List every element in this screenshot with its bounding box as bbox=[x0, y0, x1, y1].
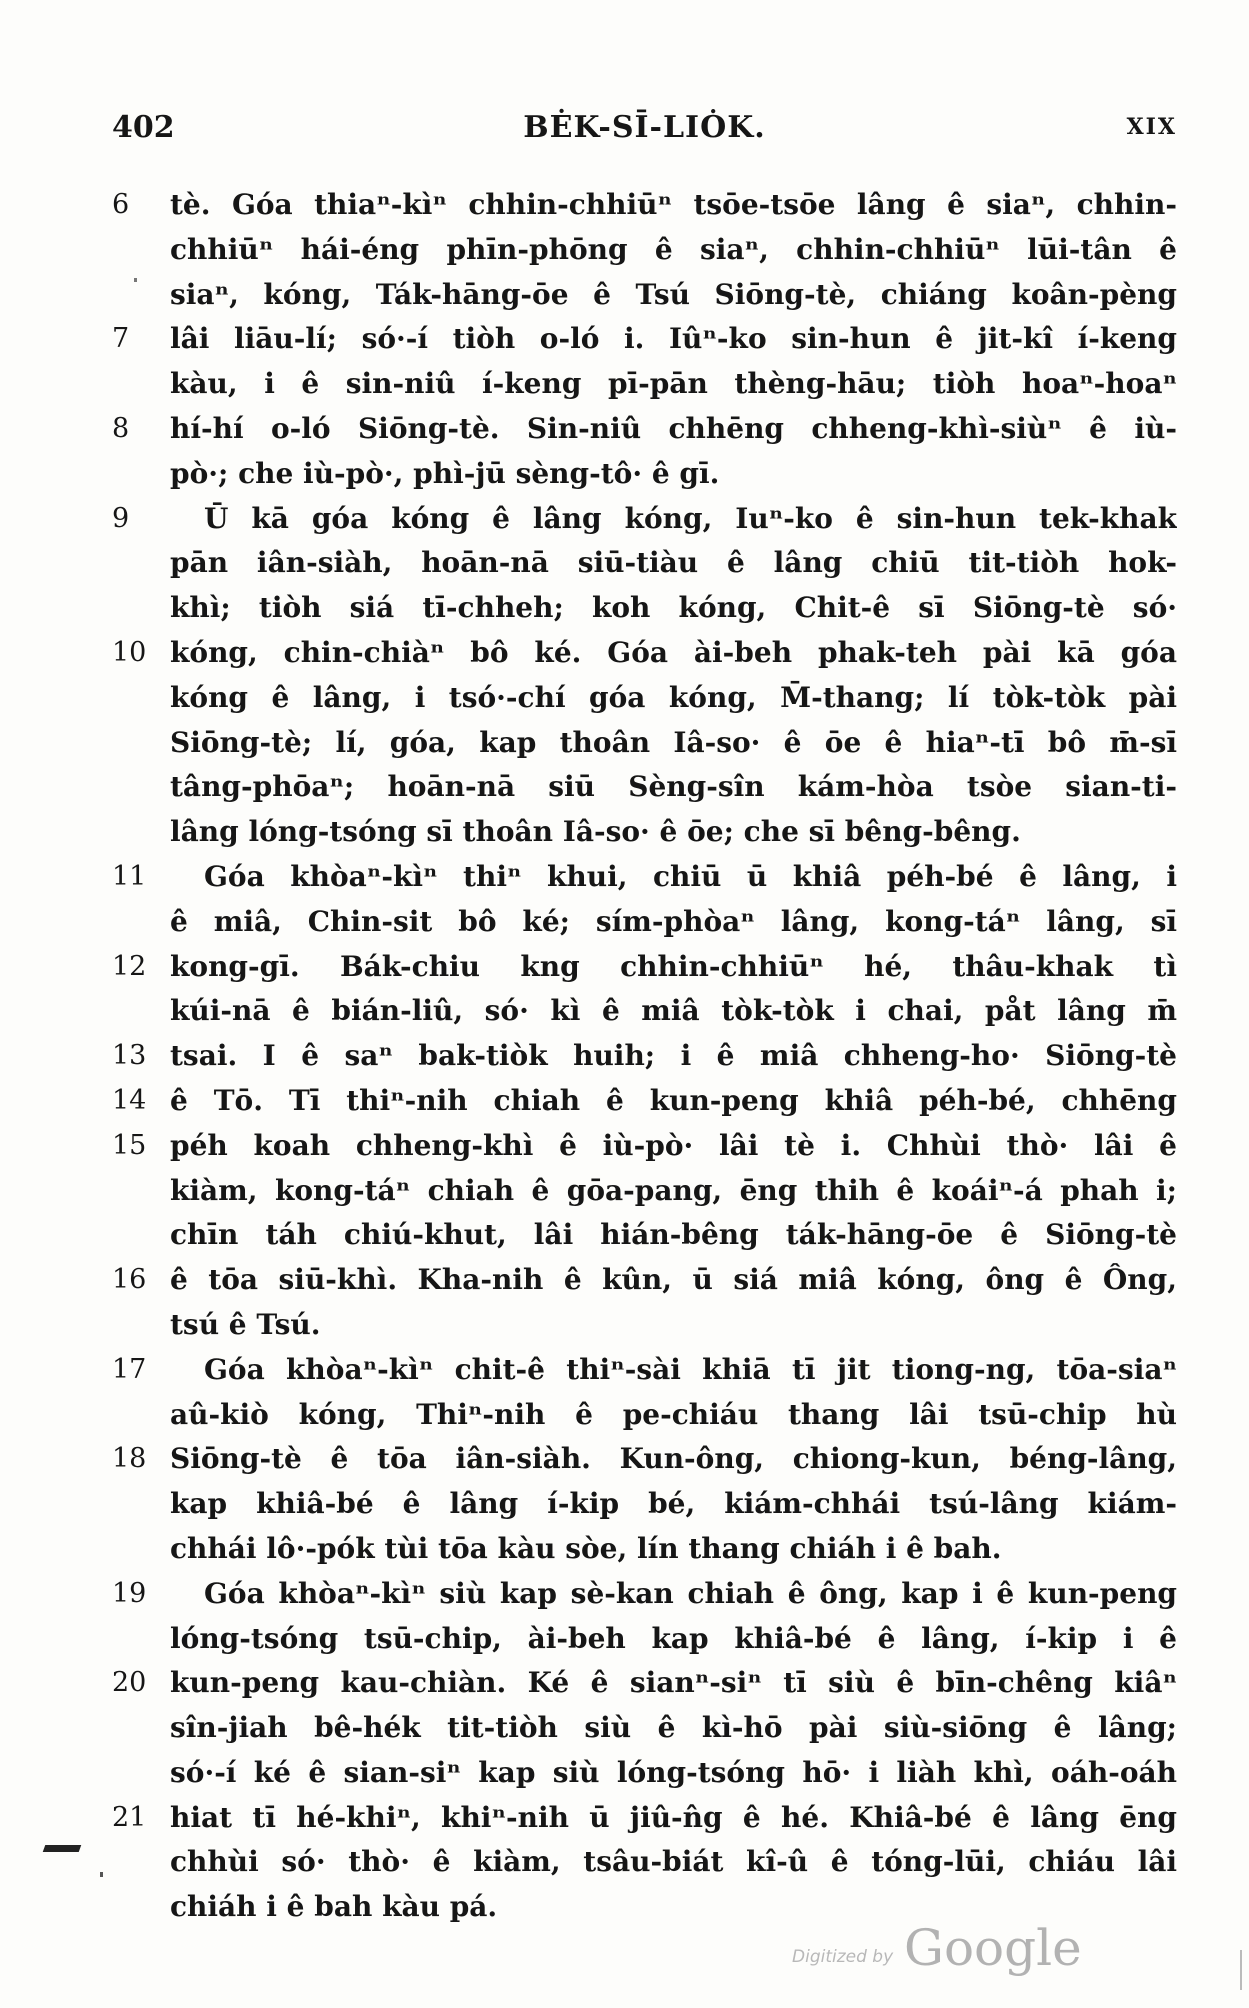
watermark-small: Digitized by bbox=[792, 1947, 894, 1967]
text-line bbox=[112, 1393, 1177, 1438]
text-line bbox=[112, 1169, 1177, 1214]
verse-number: 13 bbox=[112, 1040, 147, 1072]
text-line bbox=[112, 1661, 1177, 1706]
line-text: tâng-phōaⁿ; hoān-nā siū Sèng-sîn kám-hòa tsòe sian-ti- bbox=[170, 770, 1177, 804]
text-line bbox=[112, 497, 1177, 542]
line-text: sîn-jiah bê-hék tit-tiòh siù ê kì-hō pài siù-siōng ê lâng; bbox=[170, 1711, 1177, 1745]
line-text: lâi liāu-lí; só·-í tiòh o-ló i. Iûⁿ-ko sin-hun ê jit-kî í-keng bbox=[170, 322, 1177, 356]
text-line bbox=[112, 1303, 1177, 1348]
speck bbox=[134, 278, 137, 282]
verse-number: 21 bbox=[112, 1801, 147, 1833]
line-text: ê Tō. Tī thiⁿ-nih chiah ê kun-peng khiâ péh-bé, chhēng bbox=[170, 1083, 1177, 1117]
line-text: kap khiâ-bé ê lâng í-kip bé, kiám-chhái tsú-lâng kiám- bbox=[170, 1487, 1177, 1521]
line-text: Góa khòaⁿ-kìⁿ siù kap sè-kan chiah ê ông, kap i ê kun-peng bbox=[204, 1576, 1177, 1610]
line-text: Ū kā góa kóng ê lâng kóng, Iuⁿ-ko ê sin-hun tek-khak bbox=[204, 501, 1177, 535]
text-line bbox=[112, 945, 1177, 990]
line-text: lâng lóng-tsóng sī thoân Iâ-so· ê ōe; che sī bêng-bêng. bbox=[170, 815, 1021, 849]
digitized-watermark bbox=[792, 1919, 1082, 1983]
verse-number: 15 bbox=[112, 1129, 147, 1161]
text-line bbox=[112, 1617, 1177, 1662]
line-text: pò·; che iù-pò·, phì-jū sèng-tô· ê gī. bbox=[170, 456, 720, 490]
speck bbox=[100, 1872, 103, 1877]
line-text: tsai. I ê saⁿ bak-tiòk huih; i ê miâ chheng-ho· Siōng-tè bbox=[170, 1039, 1177, 1073]
line-text: lóng-tsóng tsū-chip, ài-beh kap khiâ-bé ê lâng, í-kip i ê bbox=[170, 1621, 1177, 1655]
line-text: khì; tiòh siá tī-chheh; koh kóng, Chit-ê sī Siōng-tè só· bbox=[170, 591, 1177, 625]
verse-number: 6 bbox=[112, 189, 130, 220]
text-line bbox=[112, 317, 1177, 362]
line-text: kiàm, kong-táⁿ chiah ê gōa-pang, ēng thih ê koáiⁿ-á phah i; bbox=[170, 1173, 1177, 1207]
margin-mark bbox=[43, 1845, 82, 1852]
text-line bbox=[112, 1258, 1177, 1303]
line-text: ê miâ, Chin-sit bô ké; sím-phòaⁿ lâng, kong-táⁿ lâng, sī bbox=[170, 904, 1177, 938]
line-text: kong-gī. Bák-chiu kng chhin-chhiūⁿ hé, thâu-khak tì bbox=[170, 949, 1177, 983]
verse-number: 17 bbox=[112, 1353, 147, 1385]
verse-number: 19 bbox=[112, 1577, 147, 1609]
text-line bbox=[112, 228, 1177, 273]
text-line bbox=[112, 810, 1177, 855]
text-body bbox=[112, 183, 1177, 1930]
text-line bbox=[112, 273, 1177, 318]
text-line bbox=[112, 1527, 1177, 1572]
text-line bbox=[112, 407, 1177, 452]
text-line bbox=[112, 1482, 1177, 1527]
verse-number: 8 bbox=[112, 412, 130, 444]
text-line bbox=[112, 1213, 1177, 1258]
text-line bbox=[112, 1079, 1177, 1124]
text-line bbox=[112, 1751, 1177, 1796]
text-line bbox=[112, 1034, 1177, 1079]
line-text: siaⁿ, kóng, Ták-hāng-ōe ê Tsú Siōng-tè, chiáng koân-pèng bbox=[170, 277, 1177, 311]
line-text: chhiūⁿ hái-éng phīn-phōng ê siaⁿ, chhin-chhiūⁿ lūi-tân ê bbox=[170, 232, 1177, 266]
text-line bbox=[112, 855, 1177, 900]
line-text: hí-hí o-ló Siōng-tè. Sin-niû chhēng chheng-khì-siùⁿ ê iù- bbox=[170, 411, 1177, 445]
text-line bbox=[112, 1796, 1177, 1841]
line-text: kóng ê lâng, i tsó·-chí góa kóng, M̄-thang; lí tòk-tòk pài bbox=[170, 680, 1177, 714]
line-text: Góa khòaⁿ-kìⁿ thiⁿ khui, chiū ū khiâ péh-bé ê lâng, i bbox=[204, 859, 1177, 893]
line-text: Siōng-tè; lí, góa, kap thoân Iâ-so· ê ōe ê hiaⁿ-tī bô m̄-sī bbox=[170, 725, 1177, 759]
line-text: Góa khòaⁿ-kìⁿ chit-ê thiⁿ-sài khiā tī jit tiong-ng, tōa-siaⁿ bbox=[204, 1352, 1177, 1386]
verse-number: 7 bbox=[112, 323, 130, 355]
line-text: tè. Góa thiaⁿ-kìⁿ chhin-chhiūⁿ tsōe-tsōe lâng ê siaⁿ, chhin- bbox=[170, 188, 1177, 221]
line-text: péh koah chheng-khì ê iù-pò· lâi tè i. Chhùi thò· lâi ê bbox=[170, 1128, 1177, 1162]
verse-number: 14 bbox=[112, 1084, 147, 1116]
line-text: tsú ê Tsú. bbox=[170, 1307, 321, 1341]
line-text: chīn táh chiú-khut, lâi hián-bêng ták-hāng-ōe ê Siōng-tè bbox=[170, 1218, 1177, 1252]
line-text: Siōng-tè ê tōa iân-siàh. Kun-ông, chiong-kun, béng-lâng, bbox=[170, 1442, 1177, 1476]
text-line bbox=[112, 1572, 1177, 1617]
line-text: kóng, chin-chiàⁿ bô ké. Góa ài-beh phak-teh pài kā góa bbox=[170, 635, 1177, 669]
verse-number: 12 bbox=[112, 950, 147, 982]
text-line bbox=[112, 900, 1177, 945]
line-text: chhùi só· thò· ê kiàm, tsâu-biát kî-û ê tóng-lūi, chiáu lâi bbox=[170, 1845, 1177, 1879]
chapter-number: XIX bbox=[1126, 114, 1177, 140]
text-line bbox=[112, 541, 1177, 586]
running-title: BĖK-SĪ-LIȮK. bbox=[523, 110, 766, 145]
line-text: pān iân-siàh, hoān-nā siū-tiàu ê lâng chiū tit-tiòh hok- bbox=[170, 546, 1177, 580]
line-text: aû-kiò kóng, Thiⁿ-nih ê pe-chiáu thang lâi tsū-chip hù bbox=[170, 1397, 1177, 1431]
line-text: kúi-nā ê bián-liû, só· kì ê miâ tòk-tòk i chai, påt lâng m̄ bbox=[170, 994, 1177, 1028]
text-line bbox=[112, 452, 1177, 497]
text-line bbox=[112, 721, 1177, 766]
text-line bbox=[112, 1124, 1177, 1169]
line-text: só·-í ké ê sian-siⁿ kap siù lóng-tsóng hō· i liàh khì, oáh-oáh bbox=[170, 1755, 1177, 1789]
page-edge bbox=[1240, 1950, 1242, 1990]
page-number: 402 bbox=[112, 110, 175, 145]
verse-number: 10 bbox=[112, 636, 147, 668]
verse-number: 20 bbox=[112, 1667, 147, 1699]
text-line bbox=[112, 765, 1177, 810]
line-text: ê tōa siū-khì. Kha-nih ê kûn, ū siá miâ kóng, ông ê Ông, bbox=[170, 1263, 1177, 1297]
page-header bbox=[112, 110, 1177, 160]
text-line bbox=[112, 1840, 1177, 1885]
line-text: kàu, i ê sin-niû í-keng pī-pān thèng-hāu; tiòh hoaⁿ-hoaⁿ bbox=[170, 367, 1177, 401]
text-line bbox=[112, 989, 1177, 1034]
line-text: kun-peng kau-chiàn. Ké ê sianⁿ-siⁿ tī siù ê bīn-chêng kiâⁿ bbox=[170, 1666, 1177, 1700]
verse-number: 11 bbox=[112, 860, 147, 892]
text-line bbox=[112, 1348, 1177, 1393]
line-text: chiáh i ê bah kàu pá. bbox=[170, 1890, 498, 1924]
text-line bbox=[112, 1706, 1177, 1751]
line-text: hiat tī hé-khiⁿ, khiⁿ-nih ū jiû-n̂g ê hé. Khiâ-bé ê lâng ēng bbox=[170, 1800, 1177, 1834]
watermark-logo: Google bbox=[904, 1919, 1082, 1977]
verse-number: 18 bbox=[112, 1443, 147, 1475]
text-line bbox=[112, 183, 1177, 228]
text-line bbox=[112, 676, 1177, 721]
text-line bbox=[112, 362, 1177, 407]
verse-number: 9 bbox=[112, 502, 130, 534]
line-text: chhái lô·-pók tùi tōa kàu sòe, lín thang chiáh i ê bah. bbox=[170, 1531, 1002, 1565]
verse-number: 16 bbox=[112, 1264, 147, 1296]
text-line bbox=[112, 1437, 1177, 1482]
text-line bbox=[112, 631, 1177, 676]
text-line bbox=[112, 586, 1177, 631]
